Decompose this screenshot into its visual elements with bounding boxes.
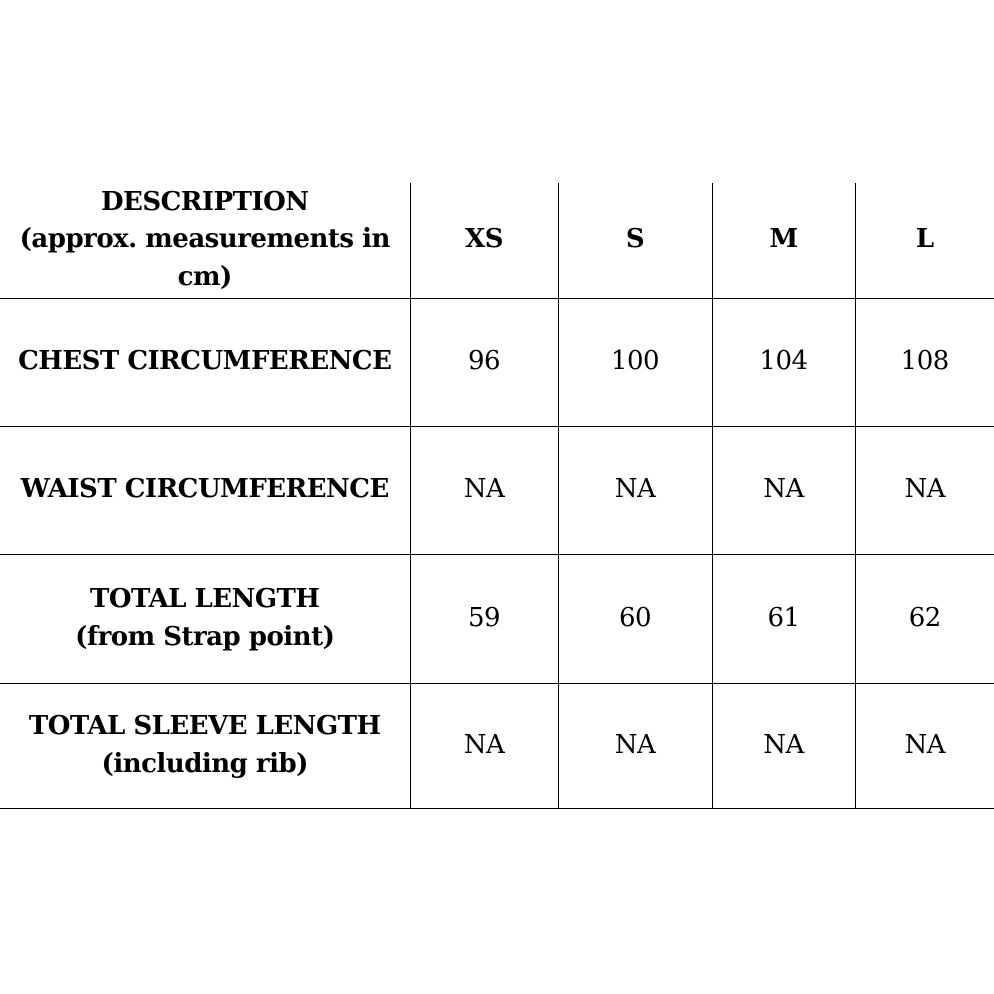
value-cell: 61 (712, 554, 855, 683)
description-note: (approx. measurements in cm) (19, 224, 390, 293)
row-label: TOTAL LENGTH (90, 583, 320, 614)
header-row (0, 183, 994, 298)
row-sublabel: (from Strap point) (75, 621, 335, 652)
table-row (0, 683, 994, 808)
table-row (0, 298, 994, 426)
value-cell: NA (410, 683, 558, 808)
table-row (0, 554, 994, 683)
value-cell: NA (712, 683, 855, 808)
table-row (0, 426, 994, 554)
description-header-cell (0, 183, 410, 298)
value-cell: 62 (855, 554, 994, 683)
row-label: CHEST CIRCUMFERENCE (18, 346, 392, 377)
value-cell: NA (558, 683, 712, 808)
size-header-m: M (712, 183, 855, 298)
value-cell: 104 (712, 298, 855, 426)
size-header-l: L (855, 183, 994, 298)
row-label-cell (0, 683, 410, 808)
value-cell: 60 (558, 554, 712, 683)
value-cell: NA (410, 426, 558, 554)
row-sublabel: (including rib) (101, 748, 308, 779)
value-cell: 96 (410, 298, 558, 426)
value-cell: 108 (855, 298, 994, 426)
row-label-cell (0, 298, 410, 426)
row-label-cell (0, 554, 410, 683)
value-cell: NA (855, 426, 994, 554)
row-label: TOTAL SLEEVE LENGTH (28, 710, 381, 741)
description-title: DESCRIPTION (100, 186, 309, 217)
value-cell: 59 (410, 554, 558, 683)
value-cell: NA (712, 426, 855, 554)
size-header-xs: XS (410, 183, 558, 298)
value-cell: 100 (558, 298, 712, 426)
value-cell: NA (855, 683, 994, 808)
size-header-s: S (558, 183, 712, 298)
value-cell: NA (558, 426, 712, 554)
row-label-cell (0, 426, 410, 554)
row-label: WAIST CIRCUMFERENCE (20, 474, 389, 505)
size-chart-table (0, 183, 994, 809)
